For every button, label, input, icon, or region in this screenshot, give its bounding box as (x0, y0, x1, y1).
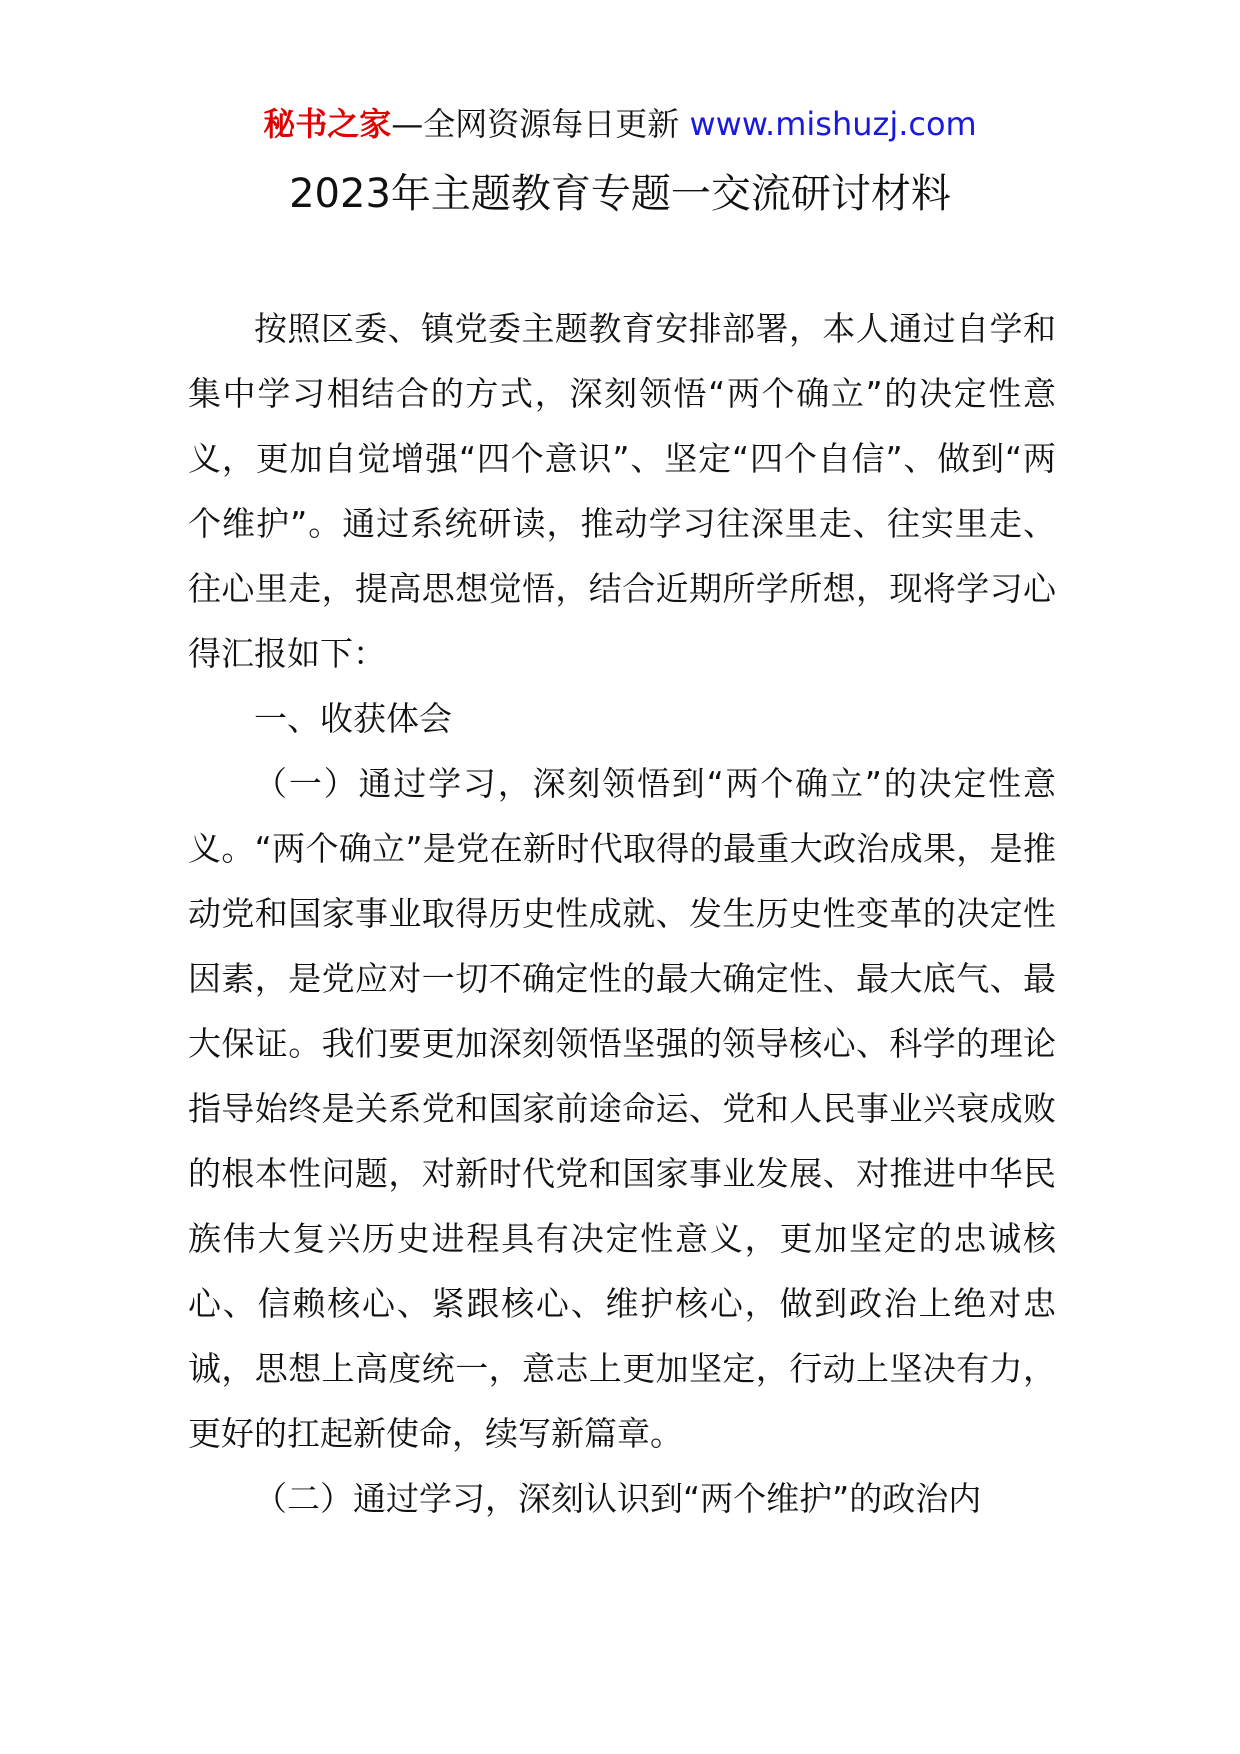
subsection-paragraph-2: （二）通过学习，深刻认识到“两个维护”的政治内 (254, 1479, 982, 1518)
brand-name: 秘书之家 (263, 105, 392, 143)
document-title: 2023年主题教育专题一交流研讨材料 (289, 171, 951, 217)
watermark-header (0, 102, 1240, 146)
document-body (188, 296, 1056, 1531)
intro-paragraph: 按照区委、镇党委主题教育安排部署，本人通过自学和集中学习相结合的方式，深刻领悟“两个确立”的决定性意义，更加自觉增强“四个意识”、坚定“四个自信”、做到“两个维护”。通过系统研读，推动学习往深里走、往实里走、往心里走，提高思想觉悟，结合近期所学所想，现将学习心得汇报如下： (188, 309, 1056, 673)
section-heading: 一、收获体会 (254, 699, 452, 738)
brand-tagline: —全网资源每日更新 (391, 105, 680, 143)
site-url-link[interactable]: www.mishuzj.com (689, 105, 977, 143)
subsection-paragraph-1: （一）通过学习，深刻领悟到“两个确立”的决定性意义。“两个确立”是党在新时代取得的最重大政治成果，是推动党和国家事业取得历史性成就、发生历史性变革的决定性因素，是党应对一切不确定性的最大确定性、最大底气、最大保证。我们要更加深刻领悟坚强的领导核心、科学的理论指导始终是关系党和国家前途命运、党和人民事业兴衰成败的根本性问题，对新时代党和国家事业发展、对推进中华民族伟大复兴历史进程具有决定性意义，更加坚定的忠诚核心、信赖核心、紧跟核心、维护核心，做到政治上绝对忠诚，思想上高度统一，意志上更加坚定，行动上坚决有力，更好的扛起新使命，续写新篇章。 (188, 764, 1056, 1453)
